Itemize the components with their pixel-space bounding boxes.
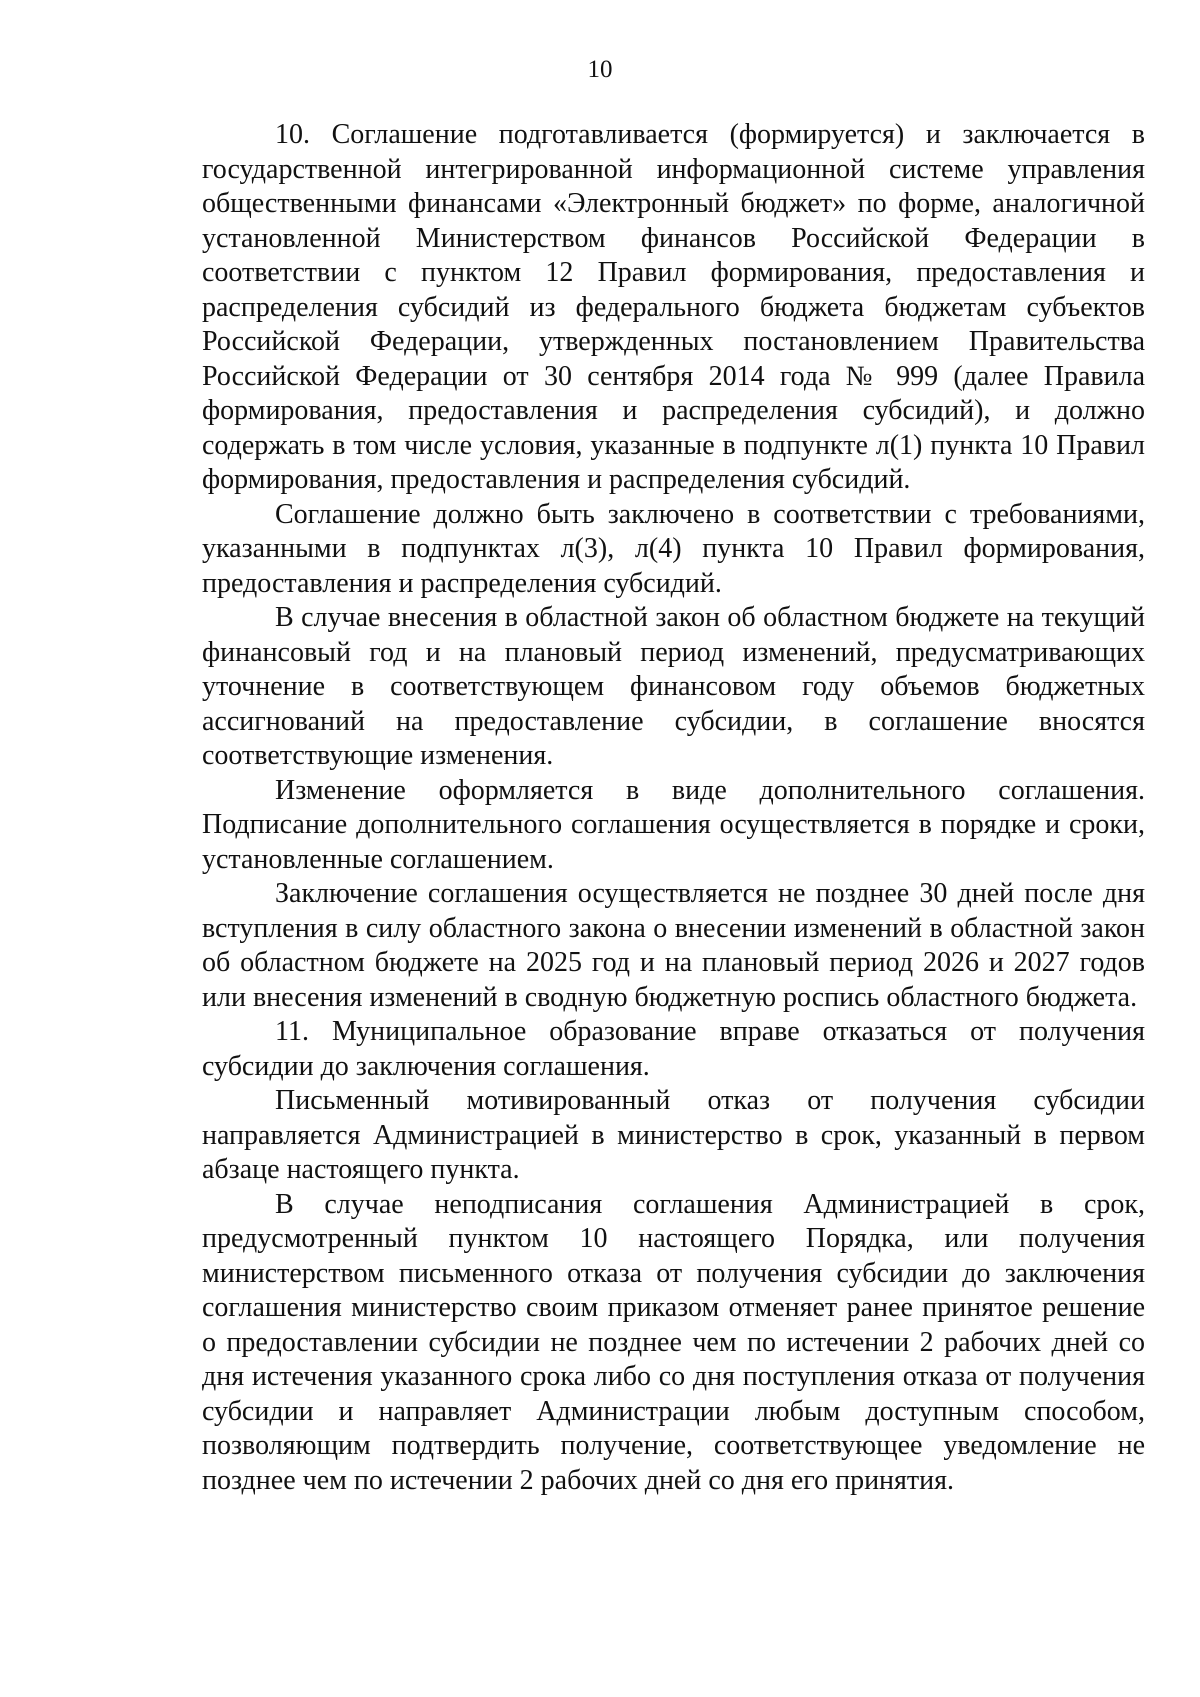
- paragraph-additional-agreement: Изменение оформляется в виде дополнительного соглашения. Подписание дополнительного соглашения осуществляется в порядке и сроки, установленные соглашением.: [202, 774, 1145, 875]
- paragraph-item-11: 11. Муниципальное образование вправе отказаться от получения субсидии до заключения соглашения.: [202, 1016, 1145, 1082]
- paragraph-agreement-deadline: Заключение соглашения осуществляется не позднее 30 дней после дня вступления в силу областного закона о внесении изменений в областной закон об областном бюджете на 2025 год и на плановый период 2026 и 2027 годов или внесения изменений в сводную бюджетную роспись областного бюджета.: [202, 878, 1145, 1013]
- document-body: [202, 118, 1145, 1498]
- paragraph-agreement-requirements: Соглашение должно быть заключено в соответствии с требованиями, указанными в подпунктах л(3), л(4) пункта 10 Правил формирования, предоставления и распределения субсидий.: [202, 498, 1145, 599]
- paragraph-agreement-amendments: В случае внесения в областной закон об областном бюджете на текущий финансовый год и на плановый период изменений, предусматривающих уточнение в соответствующем финансовом году объемов бюджетных ассигнований на предоставление субсидии, в соглашение вносятся соответствующие изменения.: [202, 602, 1145, 771]
- page-number: 10: [587, 56, 613, 83]
- paragraph-written-refusal: Письменный мотивированный отказ от получения субсидии направляется Администрацией в министерство в срок, указанный в первом абзаце настоящего пункта.: [202, 1085, 1145, 1185]
- paragraph-non-signing: В случае неподписания соглашения Администрацией в срок, предусмотренный пунктом 10 настоящего Порядка, или получения министерством письменного отказа от получения субсидии до заключения соглашения министерство своим приказом отменяет ранее принятое решение о предоставлении субсидии не позднее чем по истечении 2 рабочих дней со дня истечения указанного срока либо со дня поступления отказа от получения субсидии и направляет Администрации любым доступным способом, позволяющим подтвердить получение, соответствующее уведомление не позднее чем по истечении 2 рабочих дней со дня его принятия.: [202, 1188, 1145, 1496]
- paragraph-item-10: 10. Соглашение подготавливается (формируется) и заключается в государственной интегрированной информационной системе управления общественными финансами «Электронный бюджет» по форме, аналогичной установленной Министерством финансов Российской Федерации в соответствии с пунктом 12 Правил формирования, предоставления и распределения субсидий из федерального бюджета бюджетам субъектов Российской Федерации, утвержденных постановлением Правительства Российской Федерации от 30 сентября 2014 года № 999 (далее Правила формирования, предоставления и распределения субсидий), и должно содержать в том числе условия, указанные в подпункте л(1) пункта 10 Правил формирования, предоставления и распределения субсидий.: [202, 119, 1145, 495]
